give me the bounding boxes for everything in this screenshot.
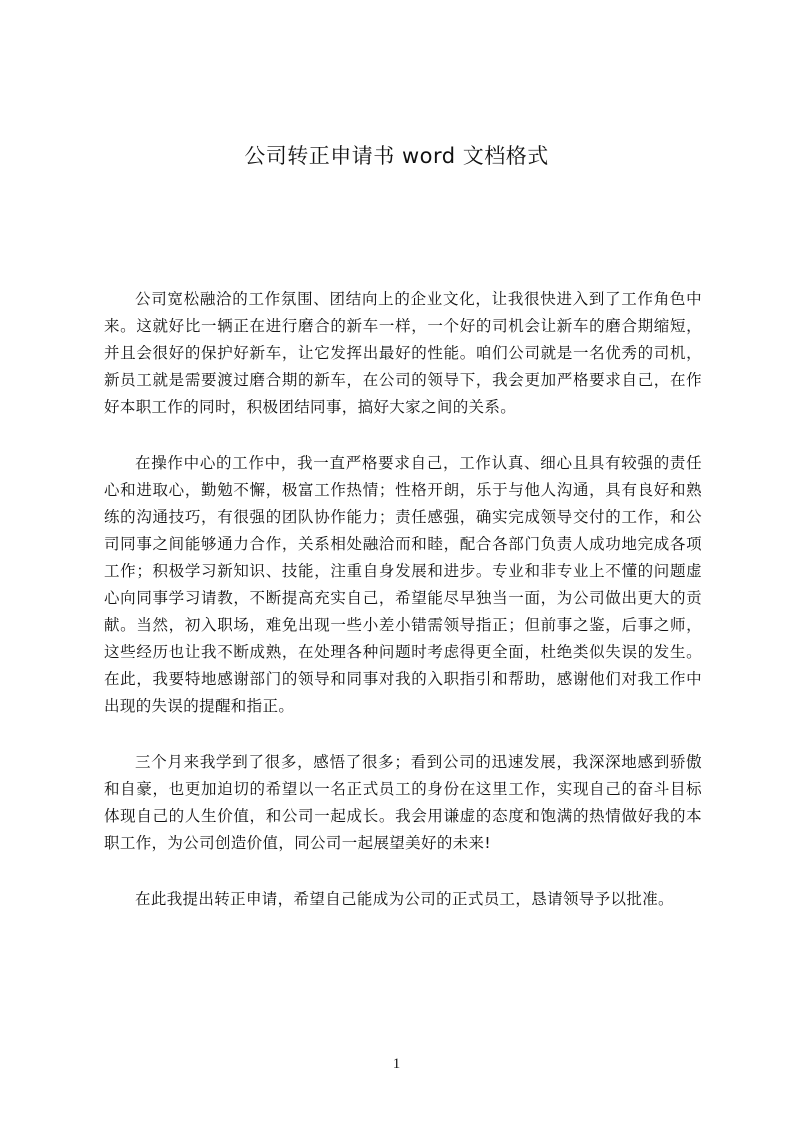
paragraph-4: 在此我提出转正申请，希望自己能成为公司的正式员工，恳请领导予以批准。	[135, 890, 674, 908]
page-number: 1	[392, 1056, 401, 1072]
paragraph-1: 公司宽松融洽的工作氛围、团结向上的企业文化，让我很快进入到了工作角色中来。这就好比一辆正在进行磨合的新车一样，一个好的司机会让新车的磨合期缩短，并且会很好的保护好新车，让它发挥出最好的性能。咱们公司就是一名优秀的司机，新员工就是需要渡过磨合期的新车，在公司的领导下，我会更加严格要求自己，在作好本职工作的同时，积极团结同事，搞好大家之间的关系。	[104, 290, 702, 416]
paragraph-2: 在操作中心的工作中，我一直严格要求自己，工作认真、细心且具有较强的责任心和进取心，勤勉不懈，极富工作热情；性格开朗，乐于与他人沟通，具有良好和熟练的沟通技巧，有很强的团队协作能力；责任感强，确实完成领导交付的工作，和公司同事之间能够通力合作，关系相处融洽而和睦，配合各部门负责人成功地完成各项工作；积极学习新知识、技能，注重自身发展和进步。专业和非专业上不懂的问题虚心向同事学习请教，不断提高充实自己，希望能尽早独当一面，为公司做出更大的贡献。当然，初入职场，难免出现一些小差小错需领导指正；但前事之鉴，后事之师，这些经历也让我不断成熟，在处理各种问题时考虑得更全面，杜绝类似失误的发生。在此，我要特地感谢部门的领导和同事对我的入职指引和帮助，感谢他们对我工作中出现的失误的提醒和指正。	[104, 454, 702, 715]
paragraph-3: 三个月来我学到了很多，感悟了很多；看到公司的迅速发展，我深深地感到骄傲和自豪，也更加迫切的希望以一名正式员工的身份在这里工作，实现自己的奋斗目标体现自己的人生价值，和公司一起成长。我会用谦虚的态度和饱满的热情做好我的本职工作，为公司创造价值，同公司一起展望美好的未来!	[104, 753, 702, 852]
document-body	[104, 286, 702, 913]
document-title: 公司转正申请书 word 文档格式	[244, 144, 549, 168]
